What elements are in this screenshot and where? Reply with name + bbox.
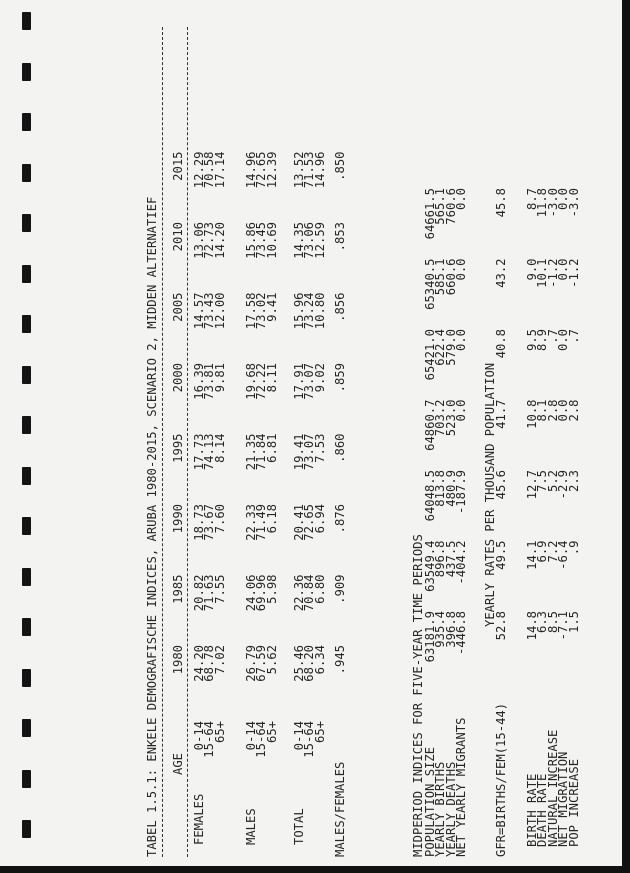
midperiod-value: 65421.0	[423, 329, 437, 381]
group-label: TOTAL	[292, 808, 306, 845]
value-cell: 72.73	[202, 222, 217, 259]
rate-value: -3.0	[566, 188, 581, 218]
value-cell: 73.07	[302, 433, 317, 471]
value-cell: 73.67	[202, 504, 217, 541]
perforation-hole	[22, 12, 31, 30]
rate-value: 14.1	[525, 540, 539, 570]
midperiod-value: 622.4	[433, 329, 448, 366]
value-cell: 6.80	[312, 574, 327, 604]
rate-value: -1.2	[545, 258, 560, 288]
value-cell: 73.45	[254, 222, 269, 259]
rate-value: 11.8	[535, 188, 550, 218]
gfr-label: GFR=BIRTHS/FEM(15-44)	[494, 702, 508, 857]
rate-value: 9.5	[525, 329, 539, 352]
rotated-table	[145, 27, 605, 857]
midperiod-value: 935.4	[433, 611, 448, 648]
gfr-value: 41.7	[494, 399, 508, 429]
rate-value: .7	[566, 329, 581, 344]
value-cell: 71.63	[202, 574, 217, 612]
perforation-hole	[22, 770, 31, 788]
rate-value: 0.0	[556, 258, 571, 281]
perforation-hole	[22, 820, 31, 838]
perforation-hole	[22, 517, 31, 535]
dashed-rule	[162, 27, 163, 857]
perforation-hole	[22, 164, 31, 182]
gfr-value: 52.8	[494, 611, 508, 641]
value-cell: 14.96	[312, 151, 327, 189]
value-cell: 7.55	[212, 574, 227, 604]
perforation-hole	[22, 315, 31, 333]
value-cell: 72.65	[302, 504, 317, 541]
value-cell: 10.80	[312, 292, 327, 330]
value-cell: 12.59	[312, 222, 327, 259]
rate-value: 10.8	[525, 399, 539, 429]
value-cell: 19.41	[292, 433, 306, 471]
value-cell: 26.79	[244, 645, 258, 682]
year-header: 1985	[171, 574, 185, 604]
sex-ratio-value: .853	[333, 222, 347, 252]
value-cell: 7.02	[212, 645, 227, 675]
value-cell: 15.86	[244, 222, 258, 259]
age-group: 0-14	[244, 721, 258, 751]
value-cell: 24.20	[192, 645, 206, 682]
rate-value: 12.7	[525, 470, 539, 500]
midperiod-value: 396.8	[443, 611, 458, 648]
value-cell: 6.94	[312, 504, 327, 534]
age-group: 15-64	[254, 721, 269, 758]
value-cell: 5.62	[264, 645, 279, 675]
value-cell: 70.58	[202, 151, 217, 189]
midperiod-value: -404.2	[454, 540, 469, 585]
perforation-hole	[22, 719, 31, 737]
midperiod-value: 437.5	[443, 540, 458, 578]
perforation-hole	[22, 618, 31, 636]
value-cell: 73.02	[254, 292, 269, 330]
midperiod-value: 585.1	[433, 258, 448, 296]
age-group: 15-64	[302, 721, 317, 758]
midperiod-value: 565.1	[433, 188, 448, 225]
value-cell: 17.14	[212, 151, 227, 189]
group-label: FEMALES	[192, 793, 206, 845]
rate-label: NATURAL INCREASE	[545, 729, 560, 847]
value-cell: 24.06	[244, 574, 258, 612]
perforation-hole	[22, 669, 31, 687]
value-cell: 6.18	[264, 504, 279, 534]
value-cell: 74.13	[202, 433, 217, 471]
year-header: 2000	[171, 363, 185, 393]
value-cell: 6.34	[312, 645, 327, 675]
midperiod-value: 63549.4	[423, 540, 437, 592]
sex-ratio-value: .860	[333, 433, 347, 463]
rates-header: YEARLY RATES PER THOUSAND POPULATION	[483, 362, 497, 627]
rate-value: -2.9	[556, 470, 571, 500]
value-cell: 21.35	[244, 433, 258, 471]
year-header: 1995	[171, 433, 185, 463]
rate-value: -1.2	[566, 258, 581, 288]
value-cell: 71.53	[302, 151, 317, 189]
value-cell: 72.65	[254, 151, 269, 189]
midperiod-value: 760.6	[443, 188, 458, 225]
value-cell: 14.20	[212, 222, 227, 259]
rate-value: 2.3	[566, 470, 581, 493]
sex-ratio-value: .945	[333, 645, 347, 675]
midperiod-value: 0.0	[454, 188, 469, 211]
midperiod-label: YEARLY DEATHS	[443, 761, 458, 857]
sex-ratio-value: .876	[333, 504, 347, 534]
age-group: 65+	[264, 721, 279, 744]
value-cell: 68.20	[302, 645, 317, 682]
value-cell: 71.49	[254, 504, 269, 541]
midperiod-value: -446.8	[454, 611, 469, 656]
value-cell: 69.96	[254, 574, 269, 612]
gfr-value: 40.8	[494, 329, 508, 359]
value-cell: 73.81	[202, 363, 217, 400]
rate-label: NET MIGRATION	[556, 751, 571, 847]
midperiod-label: YEARLY BIRTHS	[433, 761, 448, 857]
rate-value: 2.8	[545, 399, 560, 422]
age-header: AGE	[171, 752, 185, 775]
value-cell: 22.36	[292, 574, 306, 612]
midperiod-value: 0.0	[454, 399, 469, 422]
sex-ratio-label: MALES/FEMALES	[333, 761, 347, 857]
rate-value: 10.1	[535, 258, 550, 288]
midperiod-value: 896.8	[433, 540, 448, 578]
midperiod-label: NET YEARLY MIGRANTS	[454, 717, 469, 857]
age-group: 65+	[312, 721, 327, 744]
midperiod-value: -187.9	[454, 470, 469, 515]
perforation-hole	[22, 63, 31, 81]
sex-ratio-value: .909	[333, 574, 347, 604]
rate-value: .9	[566, 540, 581, 556]
value-cell: 14.96	[244, 151, 258, 189]
value-cell: 8.14	[212, 433, 227, 463]
age-group: 15-64	[202, 721, 217, 758]
value-cell: 9.02	[312, 363, 327, 393]
value-cell: 73.24	[302, 292, 317, 330]
value-cell: 70.84	[302, 574, 317, 612]
value-cell: 22.33	[244, 504, 258, 541]
rate-label: BIRTH RATE	[525, 773, 539, 847]
value-cell: 15.96	[292, 292, 306, 330]
rate-value: 6.9	[535, 540, 550, 563]
value-cell: 71.84	[254, 433, 269, 471]
rate-value: 2.8	[566, 399, 581, 422]
value-cell: 17.58	[244, 292, 258, 330]
value-cell: 20.41	[292, 504, 306, 541]
midperiod-value: 0.0	[454, 329, 469, 352]
value-cell: 68.78	[202, 645, 217, 682]
rate-label: POP INCREASE	[566, 758, 581, 847]
year-header: 1990	[171, 504, 185, 534]
value-cell: 72.22	[254, 363, 269, 400]
year-header: 2005	[171, 292, 185, 322]
sex-ratio-value: .850	[333, 151, 347, 181]
value-cell: 67.59	[254, 645, 269, 682]
midperiod-value: 579.0	[443, 329, 458, 366]
perforation-hole	[22, 265, 31, 283]
value-cell: 73.43	[202, 292, 217, 330]
value-cell: 17.73	[192, 433, 206, 471]
value-cell: 18.73	[192, 504, 206, 541]
value-cell: 19.68	[244, 363, 258, 400]
value-cell: 8.11	[264, 363, 279, 393]
dashed-rule	[187, 27, 188, 857]
rate-value: 0.0	[556, 188, 571, 211]
rate-value: 14.8	[525, 611, 539, 641]
midperiod-value: 523.0	[443, 399, 458, 437]
midperiod-value: 660.6	[443, 258, 458, 296]
rate-value: .7	[545, 329, 560, 344]
value-cell: 9.81	[212, 363, 227, 393]
perforation-hole	[22, 113, 31, 131]
value-cell: 25.46	[292, 645, 306, 682]
midperiod-value: 63181.9	[423, 611, 437, 663]
group-label: MALES	[244, 808, 258, 845]
sex-ratio-value: .859	[333, 363, 347, 393]
value-cell: 12.39	[264, 151, 279, 189]
rate-value: 7.5	[535, 470, 550, 493]
midperiod-value: 65340.5	[423, 258, 437, 310]
value-cell: 10.69	[264, 222, 279, 259]
value-cell: 73.06	[302, 222, 317, 259]
rate-value: 8.5	[545, 611, 560, 634]
value-cell: 13.06	[192, 222, 206, 259]
age-group: 0-14	[292, 721, 306, 751]
rate-value: 9.0	[525, 258, 539, 281]
value-cell: 20.82	[192, 574, 206, 612]
midperiod-value: 813.8	[433, 470, 448, 507]
rate-value: 0.0	[556, 399, 571, 422]
value-cell: 7.53	[312, 433, 327, 463]
rate-label: DEATH RATE	[535, 773, 550, 847]
rate-value: -3.0	[545, 188, 560, 218]
gfr-value: 49.5	[494, 540, 508, 570]
value-cell: 17.91	[292, 363, 306, 400]
perforation-hole	[22, 416, 31, 434]
rate-value: 5.2	[545, 470, 560, 493]
midperiod-value: 64661.5	[423, 188, 437, 240]
value-cell: 5.98	[264, 574, 279, 604]
rate-value: 7.2	[545, 540, 560, 563]
value-cell: 14.57	[192, 292, 206, 330]
gfr-value: 45.6	[494, 470, 508, 500]
perforation-hole	[22, 467, 31, 485]
value-cell: 73.07	[302, 363, 317, 400]
year-header: 1980	[171, 645, 185, 675]
value-cell: 12.29	[192, 151, 206, 189]
value-cell: 7.60	[212, 504, 227, 534]
perforation-hole	[22, 366, 31, 384]
midperiod-header: MIDPERIOD INDICES FOR FIVE-YEAR TIME PERIODS	[411, 534, 425, 857]
rate-value: -6.4	[556, 540, 571, 570]
value-cell: 13.52	[292, 151, 306, 189]
rate-value: 8.9	[535, 329, 550, 352]
year-header: 2010	[171, 222, 185, 252]
gfr-value: 43.2	[494, 258, 508, 288]
value-cell: 9.41	[264, 292, 279, 322]
age-group: 0-14	[192, 721, 206, 751]
value-cell: 6.81	[264, 433, 279, 463]
year-header: 2015	[171, 151, 185, 181]
rate-value: 1.5	[566, 611, 581, 634]
rate-value: 6.3	[535, 611, 550, 634]
perforation-hole	[22, 568, 31, 586]
value-cell: 14.35	[292, 222, 306, 259]
value-cell: 12.00	[212, 292, 227, 330]
midperiod-value: 480.9	[443, 470, 458, 507]
midperiod-value: 703.2	[433, 399, 448, 437]
table-title: TABEL 1.5.1: ENKELE DEMOGRAFISCHE INDICES, ARUBA 1980-2015, SCENARIO 2, MIDDEN ALTERNATIEF	[145, 196, 159, 857]
rate-value: 8.7	[525, 188, 539, 211]
age-group: 65+	[212, 721, 227, 744]
midperiod-value: 0.0	[454, 258, 469, 281]
rate-value: -7.1	[556, 611, 571, 641]
sex-ratio-value: .856	[333, 292, 347, 322]
gfr-value: 45.8	[494, 188, 508, 218]
perforation-hole	[22, 214, 31, 232]
rate-value: 8.1	[535, 399, 550, 422]
midperiod-value: 64048.5	[423, 470, 437, 522]
rate-value: 0.0	[556, 329, 571, 352]
midperiod-value: 64860.7	[423, 399, 437, 451]
midperiod-label: POPULATION SIZE	[423, 746, 437, 857]
value-cell: 16.39	[192, 363, 206, 400]
